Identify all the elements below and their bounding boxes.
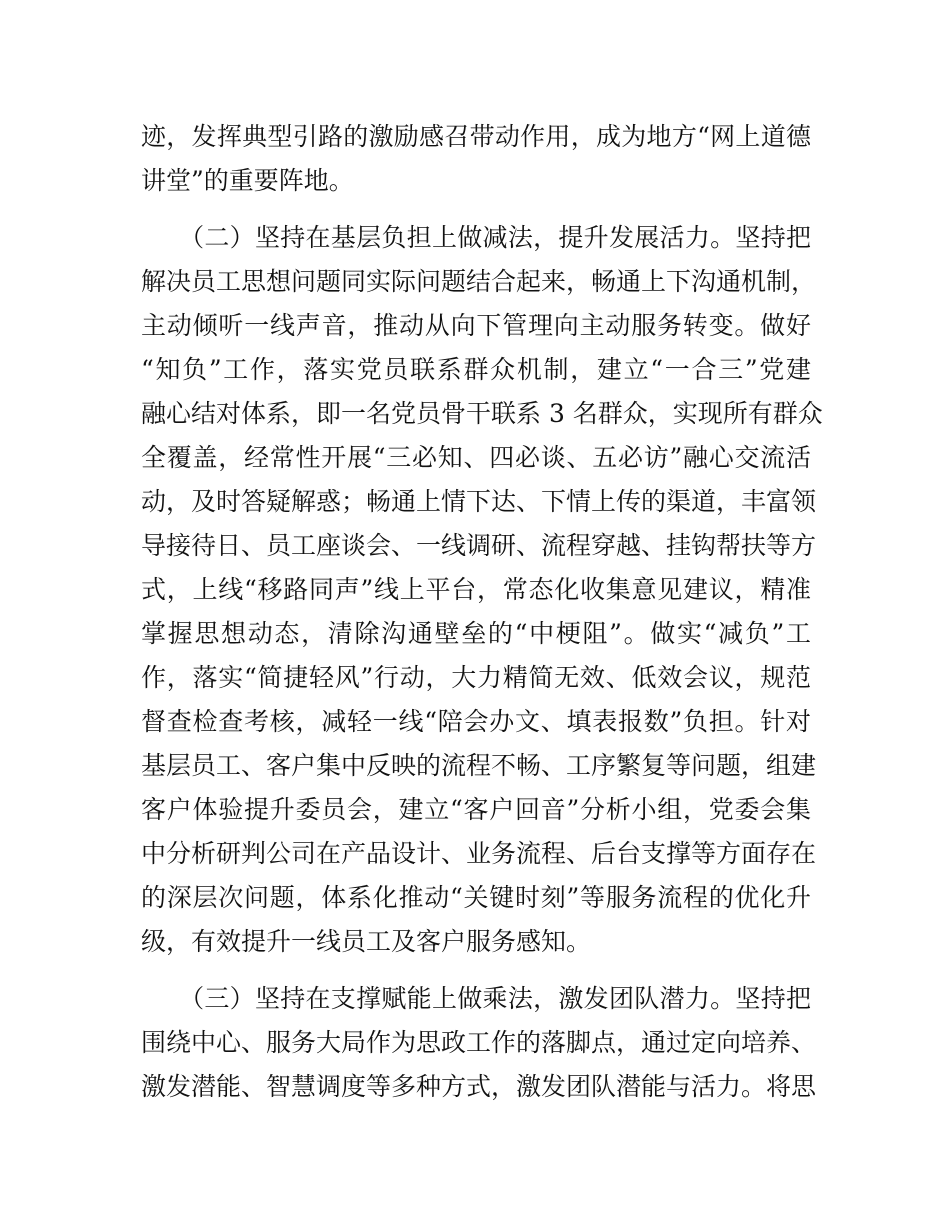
text-line: 客户体验提升委员会，建立“客户回音”分析小组，党委会集 (141, 795, 811, 824)
text-line: 级，有效提升一线员工及客户服务感知。 (141, 927, 592, 956)
text-line: 中分析研判公司在产品设计、业务流程、后台支撑等方面存在 (141, 839, 817, 868)
text-line: 的深层次问题，体系化推动“关键时刻”等服务流程的优化升 (141, 883, 811, 912)
text-line: 掌握思想动态，清除沟通壁垒的“中梗阻”。做实“减负”工 (141, 619, 811, 648)
text-line: 督查检查考核，减轻一线“陪会办文、填表报数”负担。针对 (141, 707, 811, 736)
text-line: 式，上线“移路同声”线上平台，常态化收集意见建议，精准 (141, 575, 811, 604)
text-line: 迹，发挥典型引路的激励感召带动作用，成为地方“网上道德 (141, 122, 811, 151)
text-line: 动，及时答疑解惑；畅通上情下达、下情上传的渠道，丰富领 (141, 487, 817, 516)
section-heading-line: （三）坚持在支撑赋能上做乘法，激发团队潜力。坚持把 (141, 984, 811, 1013)
text-line: 讲堂”的重要阵地。 (141, 166, 354, 195)
text-line: 激发潜能、智慧调度等多种方式，激发团队潜能与活力。将思 (141, 1072, 817, 1101)
text-line: 全覆盖，经常性开展“三必知、四必谈、五必访”融心交流活 (141, 443, 811, 472)
text-line: 导接待日、员工座谈会、一线调研、流程穿越、挂钩帮扶等方 (141, 531, 817, 560)
text-line: 作，落实“简捷轻风”行动，大力精简无效、低效会议，规范 (141, 663, 811, 692)
text-line: 主动倾听一线声音，推动从向下管理向主动服务转变。做好 (141, 311, 811, 340)
text-line: “知负”工作，落实党员联系群众机制，建立“一合三”党建 (141, 355, 811, 384)
section-heading-line: （二）坚持在基层负担上做减法，提升发展活力。坚持把 (141, 223, 811, 252)
text-line: 融心结对体系，即一名党员骨干联系 3 名群众，实现所有群众 (141, 399, 823, 428)
text-line: 基层员工、客户集中反映的流程不畅、工序繁复等问题，组建 (141, 751, 817, 780)
text-line: 解决员工思想问题同实际问题结合起来，畅通上下沟通机制， (141, 267, 817, 296)
text-line: 围绕中心、服务大局作为思政工作的落脚点，通过定向培养、 (141, 1028, 817, 1057)
